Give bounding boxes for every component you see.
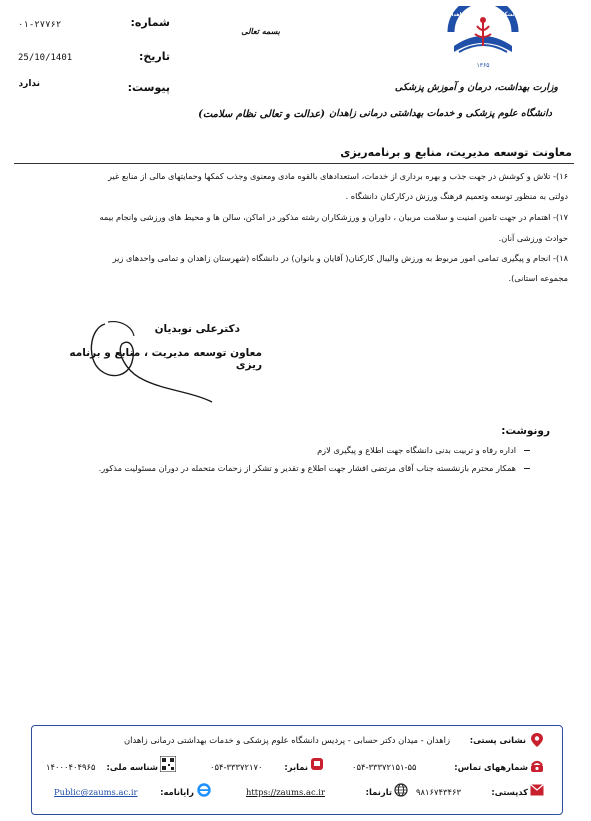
number-label: شماره:: [130, 16, 170, 29]
body-line: ۱۶)- تلاش و کوشش در جهت جذب و بهره برداری از خدمات، استعدادهای بالقوه مادی ومعنوی وجذب کمکها وحمایتهای مالی از منابع غیر: [107, 171, 568, 181]
header-divider: [14, 163, 574, 164]
body-line: ۱۷)- اهتمام در جهت تامین امنیت و سلامت مربیان ، داوران و ورزشکاران رشته مذکور در اماکن، سالن ها و محیط های ورزشی وانجام بیمه: [99, 212, 568, 222]
postal-code-label: کدپستی:: [491, 787, 528, 797]
signatory-title: معاون توسعه مدیریت ، منابع و برنامه ریزی: [69, 347, 262, 371]
ministry-name: وزارت بهداشت، درمان و آموزش پزشکی: [394, 82, 558, 93]
body-line: حوادث ورزشی آنان.: [498, 233, 568, 243]
fax-value: ۰۵۴-۳۳۳۷۲۱۷۰: [210, 762, 263, 772]
cc-title: رونوشت:: [501, 425, 550, 437]
phone-label: شمارههای تماس:: [454, 762, 528, 772]
email-label: رایانامه:: [160, 787, 194, 797]
cc-bullet: [524, 450, 530, 451]
website-label: تارنما:: [365, 787, 392, 797]
attachment-value: ندارد: [18, 79, 40, 89]
body-line: دولتی به منظور توسعه وتعمیم فرهنگ ورزش درکارکنان دانشگاه .: [345, 191, 568, 201]
qr-code-icon: [160, 756, 176, 772]
footer-box: [31, 725, 563, 815]
phone-icon: [530, 759, 544, 773]
phone-value: ۰۵۴-۳۳۳۷۲۱۵۱-۵۵: [352, 762, 417, 772]
department-title: معاونت توسعه مدیریت، منابع و برنامه‌ریزی: [340, 146, 572, 159]
website-link[interactable]: https://zaums.ac.ir: [246, 787, 325, 797]
cc-item: اداره رفاه و تربیت بدنی دانشگاه جهت اطلاع و پیگیری لازم: [317, 445, 516, 455]
attachment-label: پیوست:: [127, 81, 170, 94]
national-id-value: ۱۴۰۰۰۴۰۴۹۶۵: [46, 762, 96, 772]
globe-icon: [394, 783, 408, 797]
signatory-name: دکترعلی نوبدیان: [154, 323, 240, 335]
university-logo: [445, 6, 521, 76]
address-value: زاهدان - میدان دکتر حسابی - پردیس دانشگاه علوم پزشکی و خدمات بهداشتی درمانی زاهدان: [124, 735, 450, 745]
number-value: ۰۱-۲۷۷۶۲: [18, 20, 62, 30]
body-line: مجموعه استانی).: [508, 273, 568, 283]
body-line: ۱۸)- انجام و پیگیری تمامی امور مربوط به ورزش والیبال کارکنان( آقایان و بانوان) در دانشگاه (شهرستان زاهدان و تمامی واحدهای زیر: [112, 253, 568, 263]
fax-label: نمابر:: [284, 762, 308, 772]
email-link[interactable]: Public@zaums.ac.ir: [54, 787, 138, 797]
fax-icon: [310, 757, 324, 771]
date-label: تاریخ:: [138, 50, 170, 63]
date-value: 25/10/1401: [18, 53, 73, 63]
cc-item: همکار محترم بازنشسته جناب آقای مرتضی افشار جهت اطلاع و تقدیر و تشکر از زحمات متحمله در دوران مسئولیت مذکور.: [98, 463, 516, 473]
mail-icon: [530, 784, 544, 796]
internet-explorer-icon: [196, 782, 212, 798]
university-name: دانشگاه علوم پزشکی و خدمات بهداشتی درمانی زاهدان: [329, 108, 552, 119]
postal-code-value: ۹۸۱۶۷۴۳۴۶۳: [416, 787, 461, 797]
logo-text: دانشگاه علوم پزشکی زاهدان: [447, 12, 519, 18]
bismillah: بسمه تعالی: [241, 26, 280, 36]
national-id-label: شناسه ملی:: [106, 762, 158, 772]
handwritten-signature: [60, 318, 220, 418]
address-label: نشانی پستی:: [469, 735, 526, 745]
logo-year: ۱۳۶۵: [476, 62, 490, 69]
slogan: (عدالت و تعالی نظام سلامت): [198, 109, 325, 120]
location-pin-icon: [530, 732, 544, 748]
cc-bullet: [524, 468, 530, 469]
